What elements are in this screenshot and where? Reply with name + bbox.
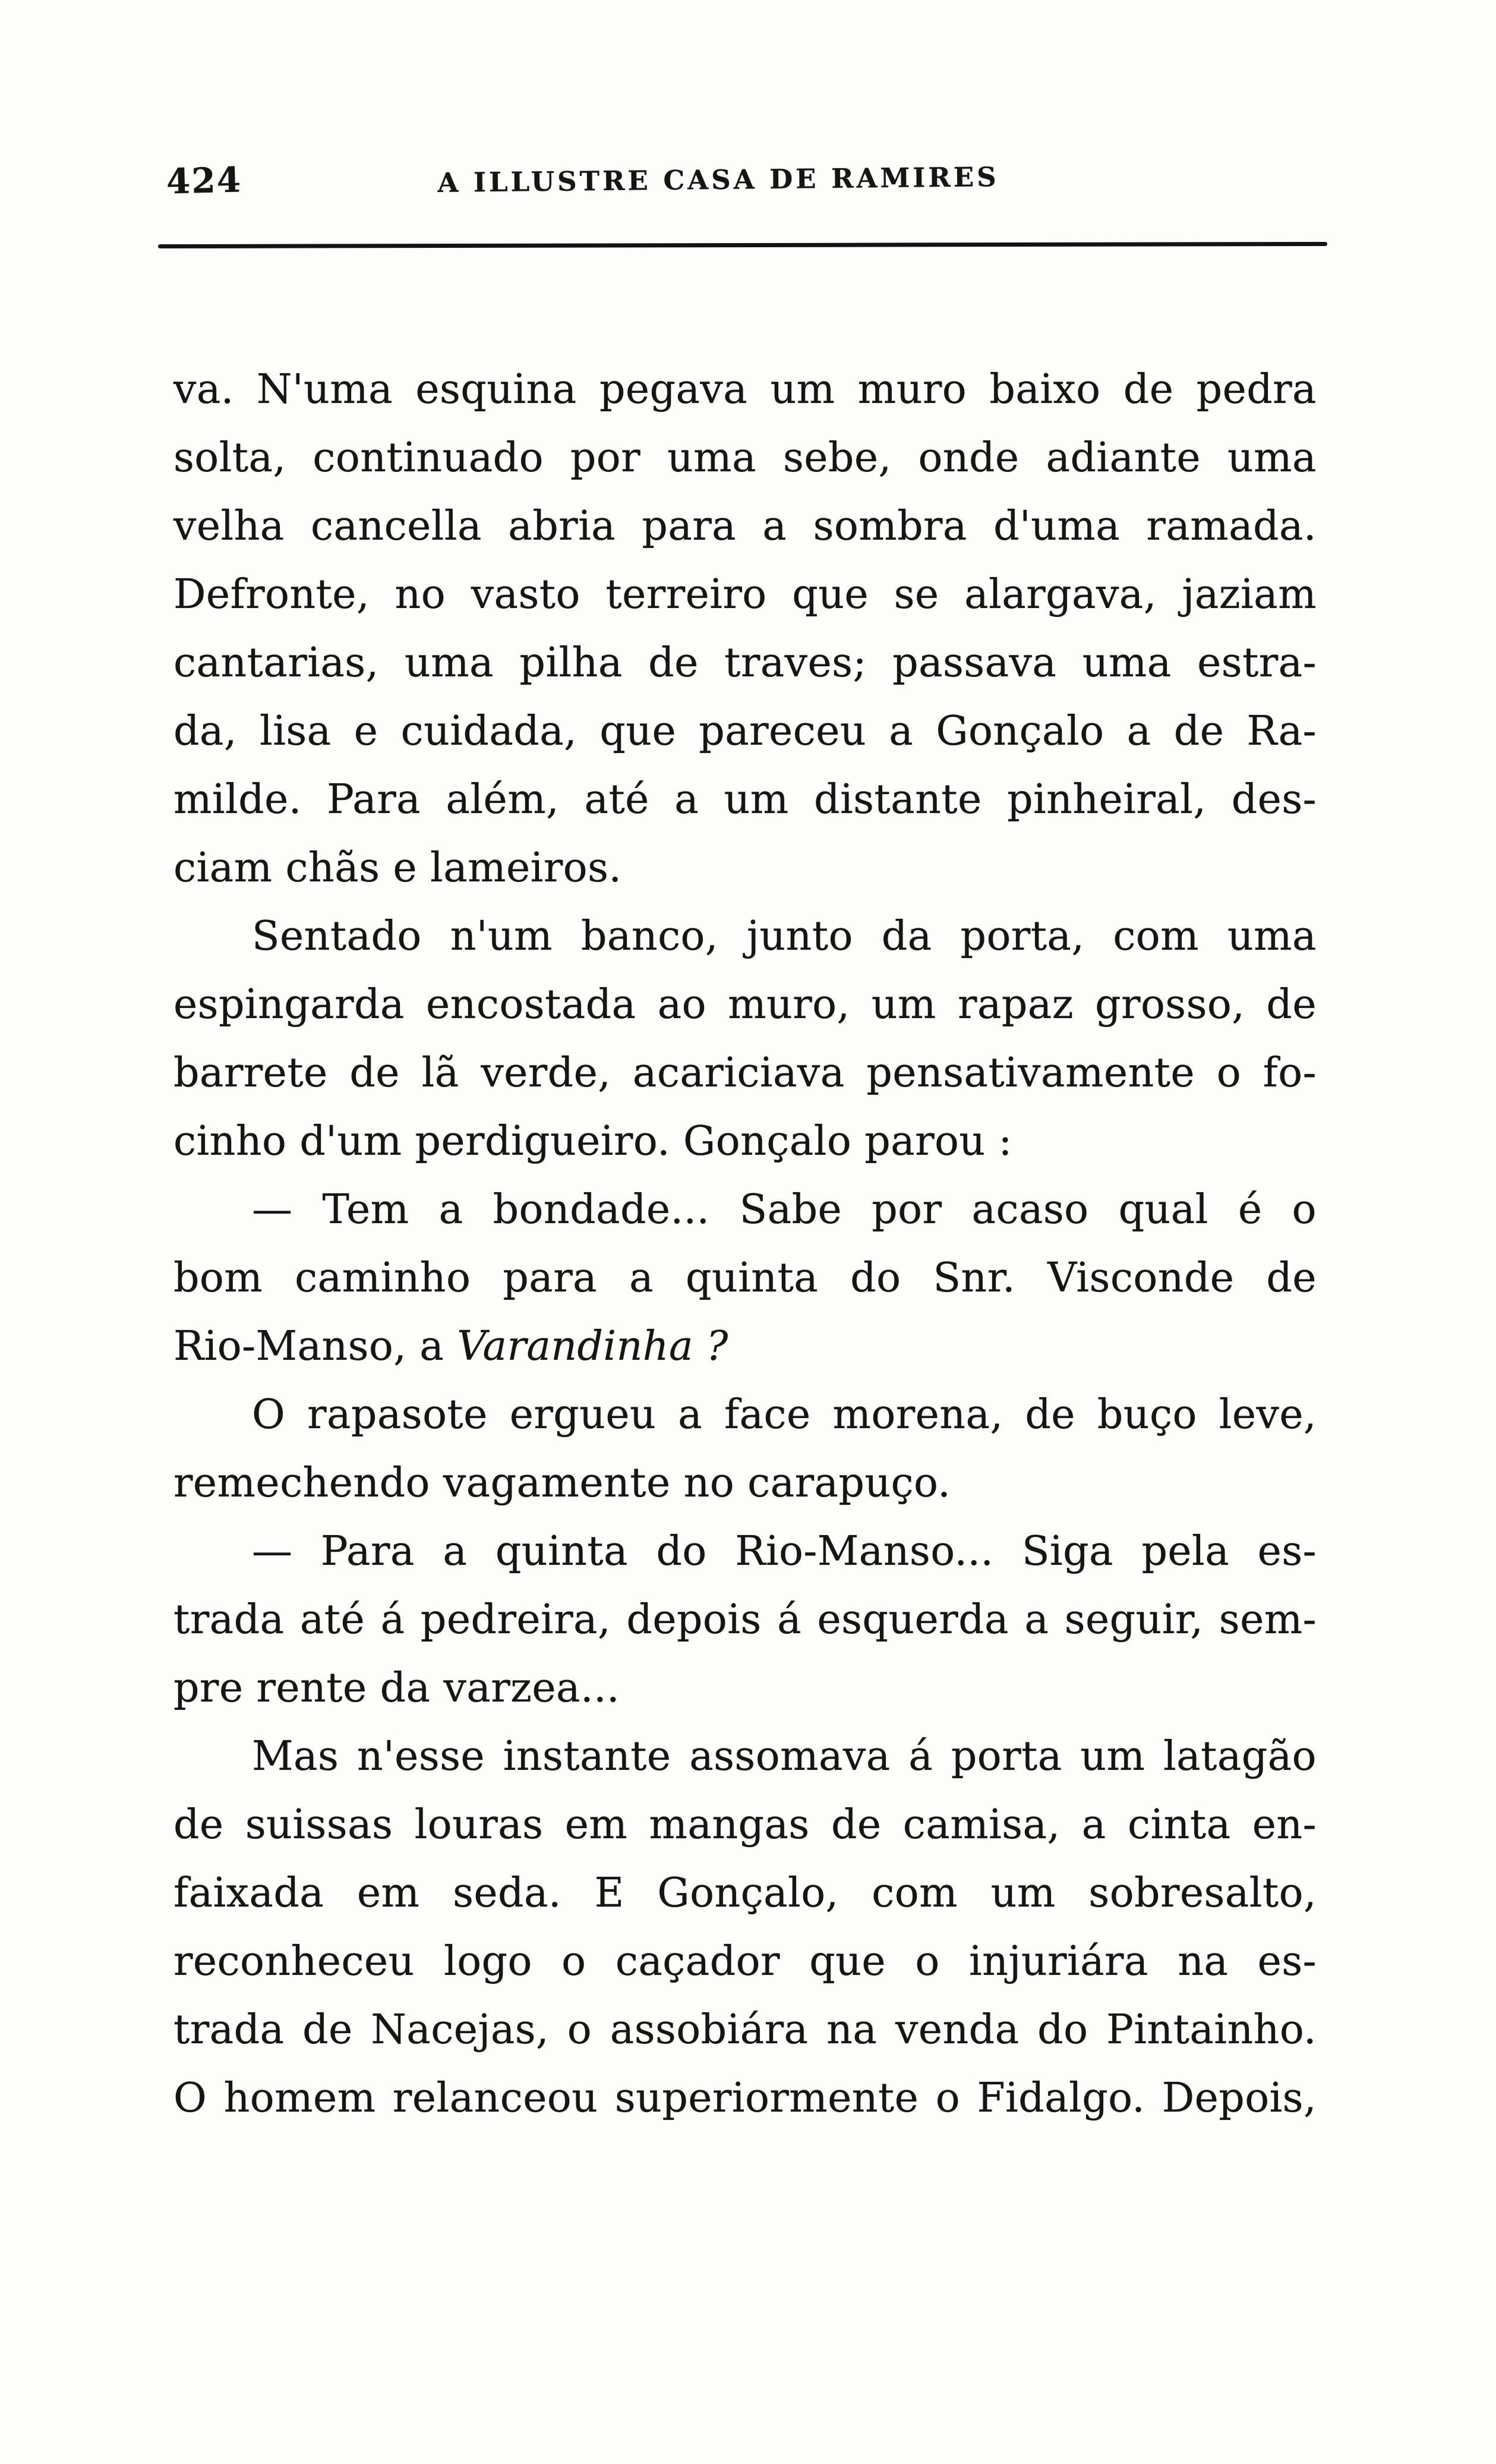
text-line xyxy=(173,1517,1317,1586)
text-segment: trada de Nacejas, o assobiára na venda do Pintainho. xyxy=(173,2006,1317,2053)
page-number: 424 xyxy=(166,159,242,202)
text-segment: cantarias, uma pilha de traves; passava uma estra- xyxy=(173,639,1317,686)
text-line xyxy=(173,1381,1317,1449)
text-line xyxy=(173,1791,1317,1859)
text-line xyxy=(173,1654,1317,1722)
paragraph xyxy=(173,1381,1317,1517)
text-line xyxy=(173,765,1317,834)
text-segment: reconheceu logo o caçador que o injuriára na es- xyxy=(173,1938,1317,1985)
text-line xyxy=(173,1586,1317,1654)
paragraph xyxy=(173,1176,1317,1381)
text-segment: pre rente da varzea... xyxy=(173,1665,620,1712)
paragraph xyxy=(173,902,1317,1176)
text-line xyxy=(173,1176,1317,1244)
text-segment: de suissas louras em mangas de camisa, a cinta en- xyxy=(173,1801,1317,1848)
text-segment: milde. Para além, até a um distante pinheiral, des- xyxy=(173,776,1317,823)
text-line xyxy=(173,1449,1317,1517)
text-line xyxy=(173,902,1317,971)
text-line xyxy=(173,629,1317,697)
text-segment: Rio-Manso, a xyxy=(173,1323,457,1370)
text-segment: — Para a quinta do Rio-Manso... Siga pela es- xyxy=(252,1528,1317,1575)
text-line xyxy=(173,1312,1317,1381)
paragraph xyxy=(173,355,1317,902)
text-segment: va. N'uma esquina pegava um muro baixo de pedra xyxy=(173,366,1317,413)
text-line xyxy=(173,834,1317,902)
text-line xyxy=(173,1244,1317,1312)
text-segment: Sentado n'um banco, junto da porta, com uma xyxy=(252,913,1317,960)
running-title: A ILLUSTRE CASA DE RAMIRES xyxy=(437,161,999,198)
text-segment: velha cancella abria para a sombra d'uma ramada. xyxy=(173,503,1317,550)
text-line xyxy=(173,1722,1317,1791)
text-line xyxy=(173,560,1317,629)
text-segment: barrete de lã verde, acariciava pensativamente o fo- xyxy=(173,1050,1317,1096)
text-segment: espingarda encostada ao muro, um rapaz grosso, de xyxy=(173,981,1317,1028)
text-segment: faixada em seda. E Gonçalo, com um sobresalto, xyxy=(173,1870,1317,1917)
text-line xyxy=(173,697,1317,765)
text-segment: remechendo vagamente no carapuço. xyxy=(173,1460,951,1507)
text-segment: O homem relanceou superiormente o Fidalgo. Depois, xyxy=(173,2075,1317,2122)
text-line xyxy=(173,2064,1317,2132)
text-segment: O rapasote ergueu a face morena, de buço leve, xyxy=(252,1391,1317,1438)
text-line xyxy=(173,1859,1317,1927)
text-block xyxy=(173,355,1317,2132)
text-segment: trada até á pedreira, depois á esquerda a seguir, sem- xyxy=(173,1596,1317,1643)
paragraph xyxy=(173,1722,1317,2132)
text-segment: cinho d'um perdigueiro. Gonçalo parou : xyxy=(173,1118,1012,1165)
text-segment: Defronte, no vasto terreiro que se alargava, jaziam xyxy=(173,571,1317,618)
text-line xyxy=(173,1996,1317,2064)
text-segment: — Tem a bondade... Sabe por acaso qual é o xyxy=(252,1186,1317,1233)
header-rule xyxy=(158,242,1327,248)
text-segment: da, lisa e cuidada, que pareceu a Gonçalo a de Ra- xyxy=(173,708,1317,755)
text-line xyxy=(173,424,1317,492)
paragraph xyxy=(173,1517,1317,1722)
page-header xyxy=(166,159,1317,207)
text-segment: Mas n'esse instante assomava á porta um latagão xyxy=(252,1733,1317,1780)
text-line xyxy=(173,355,1317,424)
text-segment: ciam chãs e lameiros. xyxy=(173,845,622,891)
italic-text-segment: Varandinha ? xyxy=(457,1323,728,1370)
text-line xyxy=(173,971,1317,1039)
text-line xyxy=(173,1107,1317,1176)
text-line xyxy=(173,1927,1317,1996)
text-line xyxy=(173,492,1317,560)
text-line xyxy=(173,1039,1317,1107)
text-segment: solta, continuado por uma sebe, onde adiante uma xyxy=(173,434,1317,481)
text-segment: bom caminho para a quinta do Snr. Visconde de xyxy=(173,1255,1317,1302)
